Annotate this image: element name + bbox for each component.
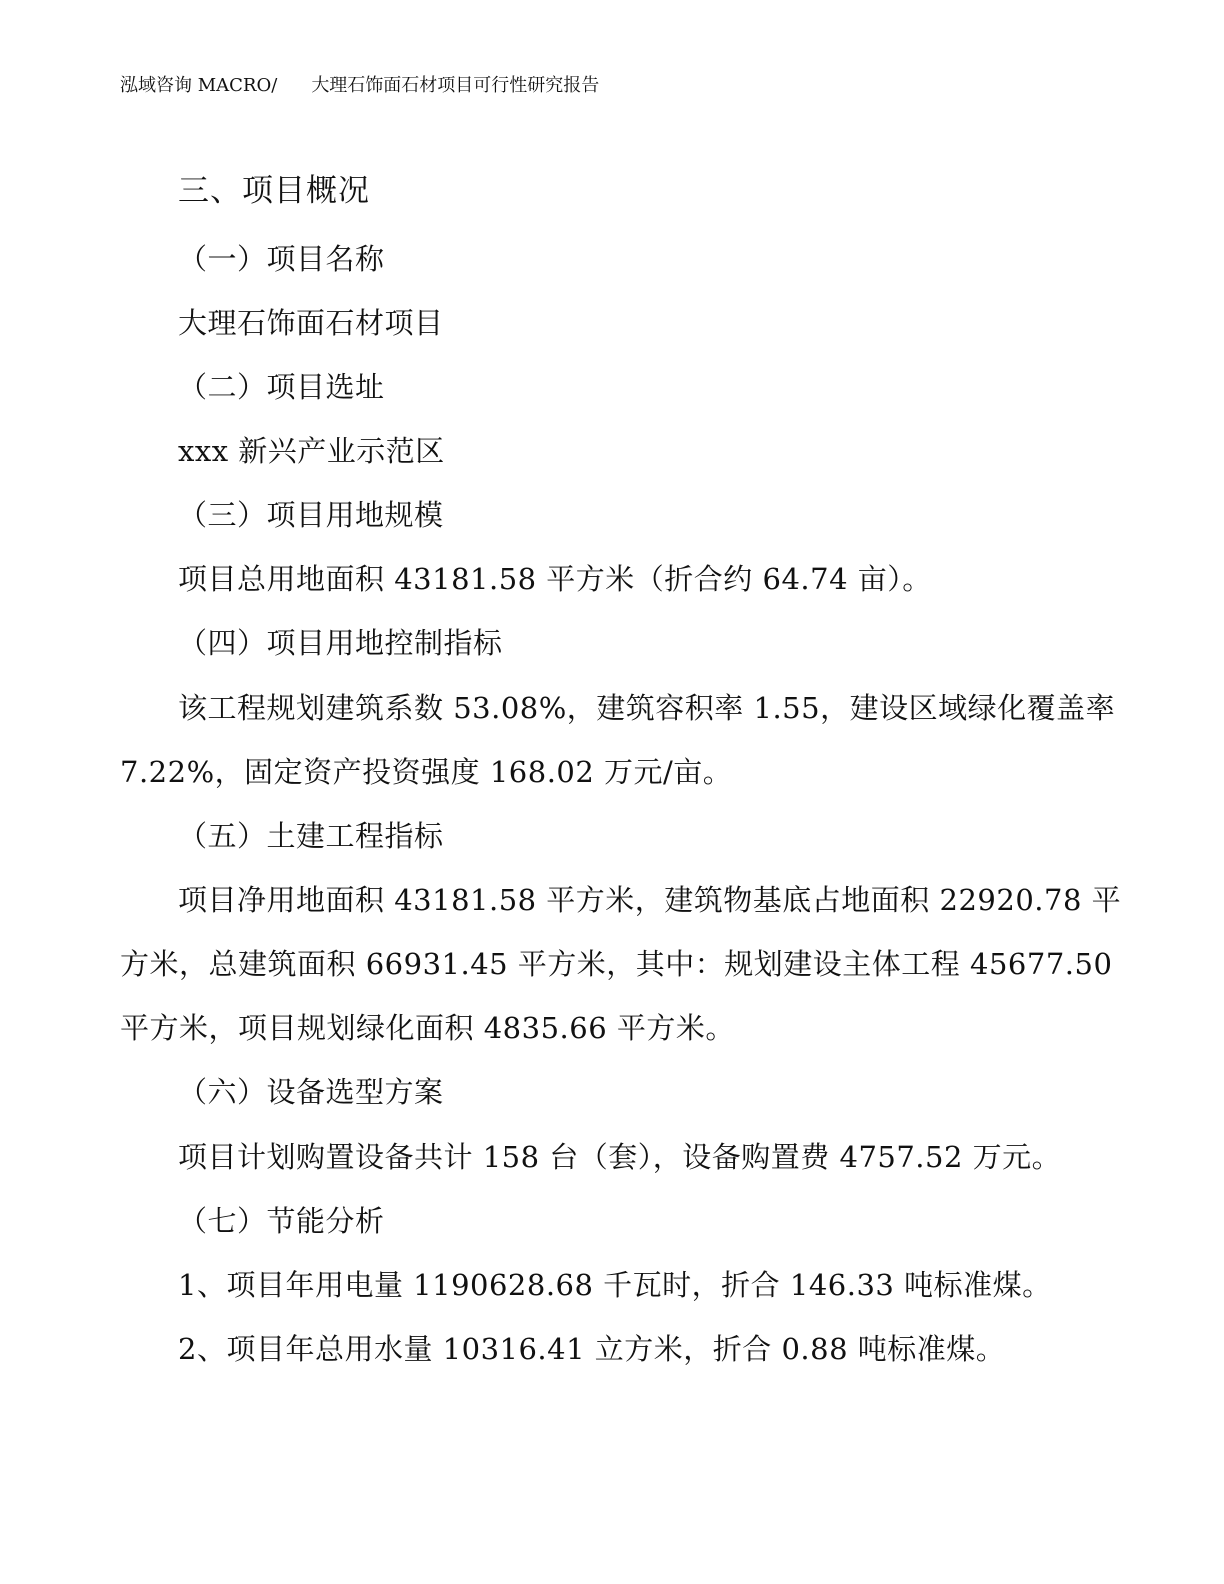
civil-line-2: 方米，总建筑面积 66931.45 平方米，其中：规划建设主体工程 45677.50	[120, 947, 1113, 981]
equipment-value: 项目计划购置设备共计 158 台（套），设备购置费 4757.52 万元。	[178, 1140, 1062, 1174]
energy-line-1: 1、项目年用电量 1190628.68 千瓦时，折合 146.33 吨标准煤。	[178, 1268, 1052, 1302]
land-control-line-2: 7.22%，固定资产投资强度 168.02 万元/亩。	[120, 755, 733, 789]
project-name-heading: （一）项目名称	[178, 242, 385, 276]
civil-heading: （五）土建工程指标	[178, 819, 444, 853]
project-site-heading: （二）项目选址	[178, 370, 385, 404]
land-control-line-1: 该工程规划建筑系数 53.08%，建筑容积率 1.55，建设区域绿化覆盖率	[178, 691, 1116, 725]
page-header	[120, 72, 599, 100]
energy-heading: （七）节能分析	[178, 1204, 385, 1238]
project-name-value: 大理石饰面石材项目	[178, 306, 444, 340]
header-company: 泓域咨询 MACRO/	[120, 75, 278, 96]
civil-line-3: 平方米，项目规划绿化面积 4835.66 平方米。	[120, 1011, 735, 1045]
project-site-value: xxx 新兴产业示范区	[178, 434, 445, 468]
land-control-heading: （四）项目用地控制指标	[178, 626, 503, 660]
land-scale-heading: （三）项目用地规模	[178, 498, 444, 532]
land-scale-value: 项目总用地面积 43181.58 平方米（折合约 64.74 亩）。	[178, 562, 932, 596]
energy-line-2: 2、项目年总用水量 10316.41 立方米，折合 0.88 吨标准煤。	[178, 1332, 1006, 1366]
header-doc-title: 大理石饰面石材项目可行性研究报告	[311, 75, 600, 96]
section-title: 三、项目概况	[178, 173, 370, 209]
equipment-heading: （六）设备选型方案	[178, 1075, 444, 1109]
civil-line-1: 项目净用地面积 43181.58 平方米，建筑物基底占地面积 22920.78 平	[178, 883, 1122, 917]
